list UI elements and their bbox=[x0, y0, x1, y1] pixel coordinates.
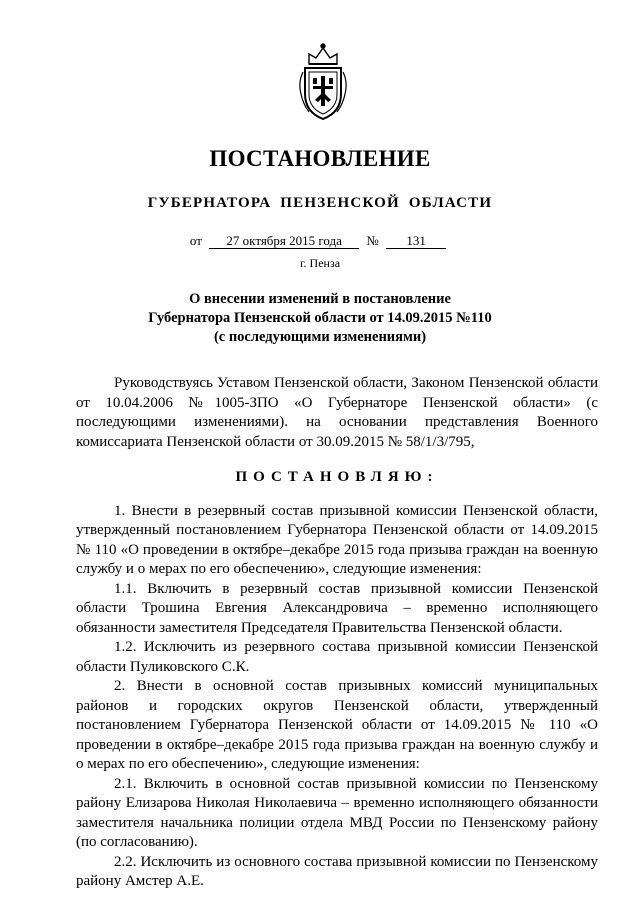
paragraph-1-2: 1.2. Исключить из резервного состава призывной комиссии Пензенской области Пуликовского С.К. bbox=[76, 639, 598, 675]
heading-line-2: Губернатора Пензенской области от 14.09.2015 №110 bbox=[148, 310, 492, 326]
coat-of-arms-icon bbox=[295, 42, 351, 122]
number-prefix: № bbox=[366, 233, 379, 248]
document-date: 27 октября 2015 года bbox=[209, 234, 359, 249]
paragraph-1-1: 1.1. Включить в резервный состав призывной комиссии Пензенской области Трошина Евгения Александровича – временно исполняющего обязанности заместителя Председателя Правительства Пензенской области. bbox=[76, 580, 598, 636]
document-body bbox=[76, 374, 598, 892]
paragraph-2-2: 2.2. Исключить из основного состава призывной комиссии по Пензенскому району Амстер А.Е. bbox=[76, 853, 598, 889]
heading-line-3: (с последующими изменениями) bbox=[213, 329, 427, 345]
document-number: 131 bbox=[386, 234, 446, 249]
document-title: ПОСТАНОВЛЕНИЕ bbox=[209, 146, 431, 171]
document-heading bbox=[0, 290, 640, 347]
document-subtitle: ГУБЕРНАТОРА ПЕНЗЕНСКОЙ ОБЛАСТИ bbox=[147, 195, 493, 211]
date-line bbox=[0, 233, 640, 249]
heading-line-1: О внесении изменений в постановление bbox=[189, 291, 451, 307]
paragraph-2-1: 2.1. Включить в основной состав призывной комиссии по Пензенскому району Елизарова Николая Николаевича – временно исполняющего обязанности заместителя начальника полиции отдела МВД России по Пензенскому району (по согласованию). bbox=[76, 775, 598, 850]
intro-paragraph: Руководствуясь Уставом Пензенской области, Законом Пензенской области от 10.04.2006 №1005-ЗПО «О Губернаторе Пензенской области» (с последующими изменениями). на основании представления Военного комиссариата Пензенской области от 30.09.2015 № 58/1/3/795, bbox=[76, 375, 598, 450]
decree-word: ПОСТАНОВЛЯЮ: bbox=[235, 469, 439, 485]
city-label: г. Пенза bbox=[299, 256, 341, 270]
date-prefix: от bbox=[189, 233, 202, 248]
paragraph-2: 2. Внести в основной состав призывных комиссий муниципальных районов и городских округов Пензенской области, утвержденный постановлением Губернатора Пензенской области от 14.09.2015 № 110 «О проведении в октябре–декабре 2015 года призыва граждан на военную службу и о мерах по его обеспечению», следующие изменения: bbox=[76, 678, 598, 772]
paragraph-1: 1. Внести в резервный состав призывной комиссии Пензенской области, утвержденный постановлением Губернатора Пензенской области от 14.09.2015 № 110 «О проведении в октябре–декабре 2015 года призыва граждан на военную службу и о мерах по его обеспечению», следующие изменения: bbox=[76, 502, 598, 577]
